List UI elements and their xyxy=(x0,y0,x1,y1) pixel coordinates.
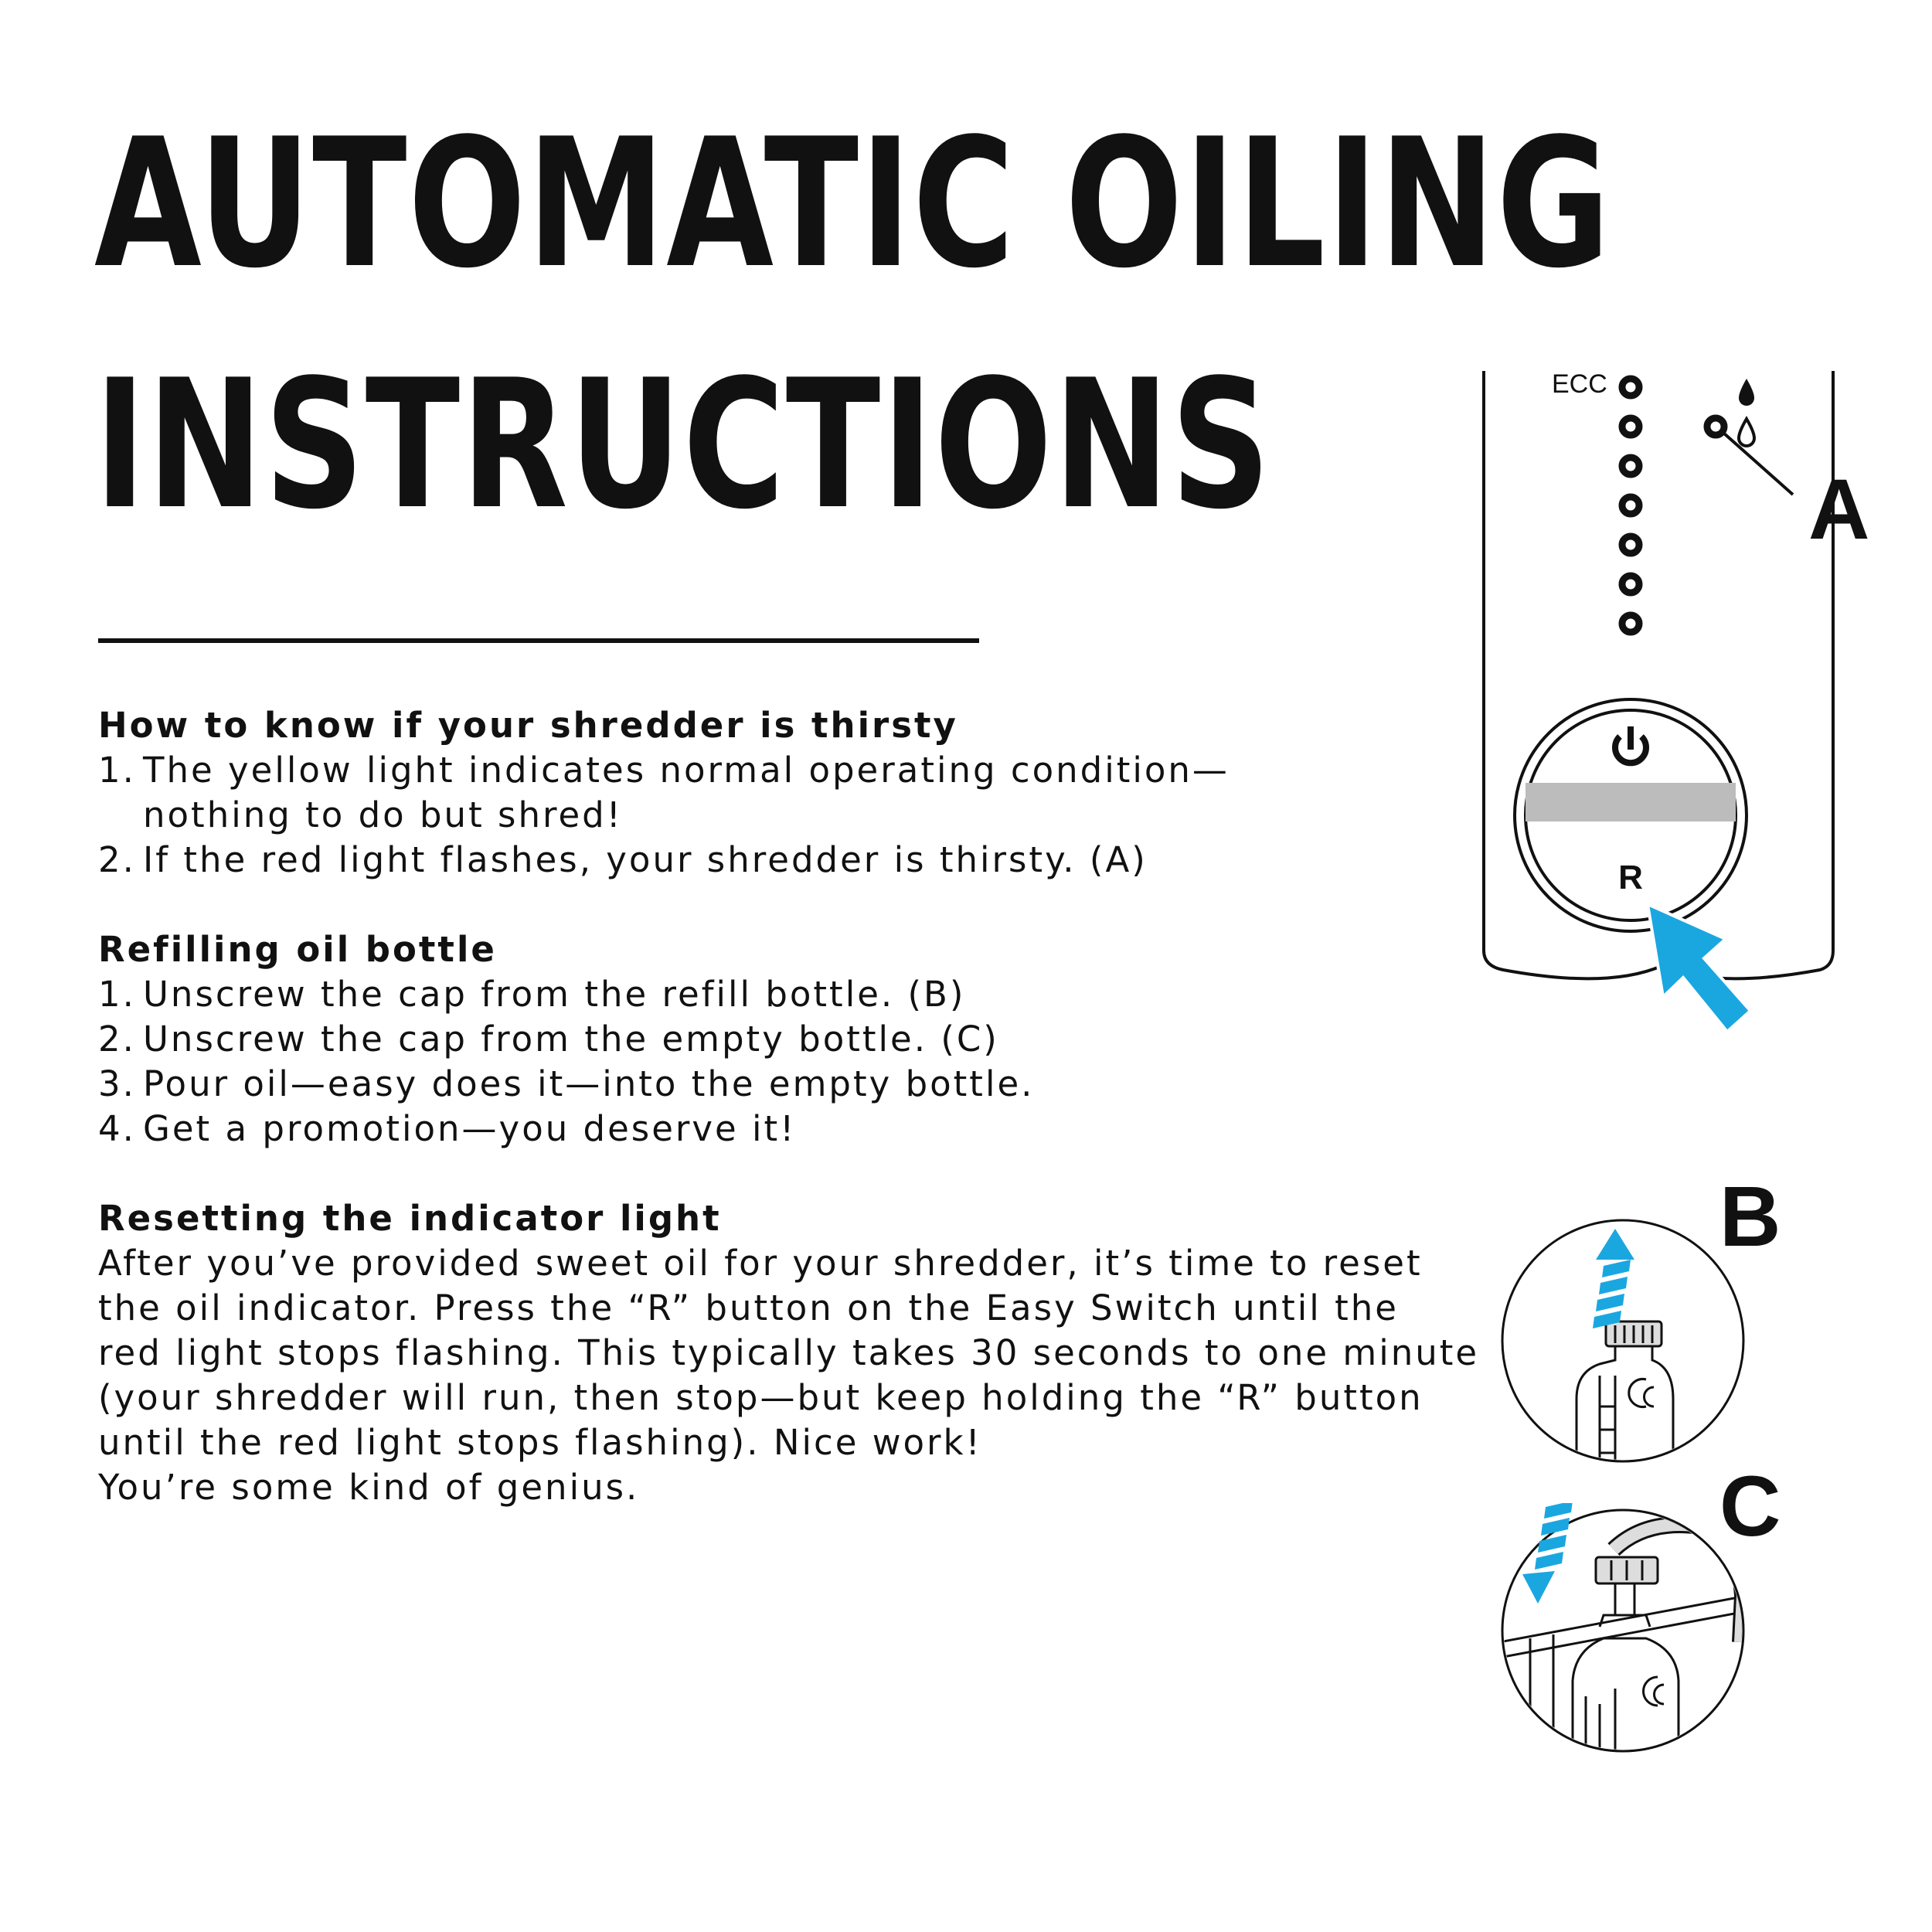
list-item-text: The yellow light indicates normal operating condition—nothing to do but shred! xyxy=(143,750,1230,835)
list-item-number: 3. xyxy=(98,1063,136,1104)
instructions-body xyxy=(98,703,1480,1510)
indicator-lights xyxy=(1622,379,1639,632)
list-item-text: Unscrew the cap from the refill bottle. (B) xyxy=(143,974,966,1015)
callout-a: A xyxy=(1808,462,1870,557)
refilling-list xyxy=(98,972,1427,1151)
resetting-paragraph xyxy=(98,1241,1480,1510)
section-thirsty xyxy=(98,703,1427,883)
list-item-number: 1. xyxy=(98,974,136,1015)
paragraph-line: until the red light stops flashing). Nice work! xyxy=(98,1422,982,1463)
paragraph-line: (your shredder will run, then stop—but keep holding the “R” button xyxy=(98,1377,1423,1418)
section-heading-resetting: Resetting the indicator light xyxy=(98,1198,722,1239)
list-item-number: 2. xyxy=(98,839,136,880)
list-item-text: Get a promotion—you deserve it! xyxy=(143,1108,797,1149)
section-heading-refilling: Refilling oil bottle xyxy=(98,929,497,970)
paragraph-line: You’re some kind of genius. xyxy=(98,1467,640,1508)
list-item xyxy=(98,1107,1427,1151)
thirsty-list xyxy=(98,748,1427,883)
press-arrow-icon xyxy=(1648,904,1750,1032)
list-item xyxy=(98,1062,1427,1107)
callout-c: C xyxy=(1719,1459,1781,1554)
oil-drop-icons xyxy=(1739,379,1754,446)
paragraph-line: the oil indicator. Press the “R” button on the Easy Switch until the xyxy=(98,1287,1399,1328)
paragraph-line: After you’ve provided sweet oil for your shredder, it’s time to reset xyxy=(98,1243,1423,1284)
section-resetting xyxy=(98,1196,1480,1510)
list-item-number: 4. xyxy=(98,1108,136,1149)
section-heading-thirsty: How to know if your shredder is thirsty xyxy=(98,705,958,746)
reset-button-label: R xyxy=(1618,859,1643,896)
list-item-text: Pour oil—easy does it—into the empty bottle. xyxy=(143,1063,1035,1104)
page-title-line-1: AUTOMATIC OILING xyxy=(94,101,1612,308)
list-item xyxy=(98,1017,1427,1062)
callout-b: B xyxy=(1719,1169,1781,1264)
title-divider xyxy=(98,638,979,643)
pour-bottle-drawing xyxy=(1499,1503,1747,1758)
list-item xyxy=(98,838,1427,883)
list-item-number: 2. xyxy=(98,1019,136,1060)
list-item-text: Unscrew the cap from the empty bottle. (C) xyxy=(143,1019,999,1060)
list-item-text: If the red light flashes, your shredder is thirsty. (A) xyxy=(143,839,1148,880)
page-title-line-2: INSTRUCTIONS xyxy=(94,342,1272,549)
list-item xyxy=(98,972,1427,1017)
illustration-c-pour-bottle xyxy=(1499,1503,1747,1758)
list-item-number: 1. xyxy=(98,750,136,791)
section-refilling xyxy=(98,927,1427,1151)
list-item xyxy=(98,748,1381,838)
paragraph-line: red light stops flashing. This typically takes 30 seconds to one minute xyxy=(98,1332,1480,1373)
illustration-b-refill-bottle xyxy=(1499,1213,1747,1468)
oil-indicator-light xyxy=(1707,418,1724,435)
easy-switch-dial xyxy=(1515,699,1747,931)
panel-label: ECC xyxy=(1552,369,1607,399)
refill-bottle-drawing xyxy=(1499,1213,1747,1468)
